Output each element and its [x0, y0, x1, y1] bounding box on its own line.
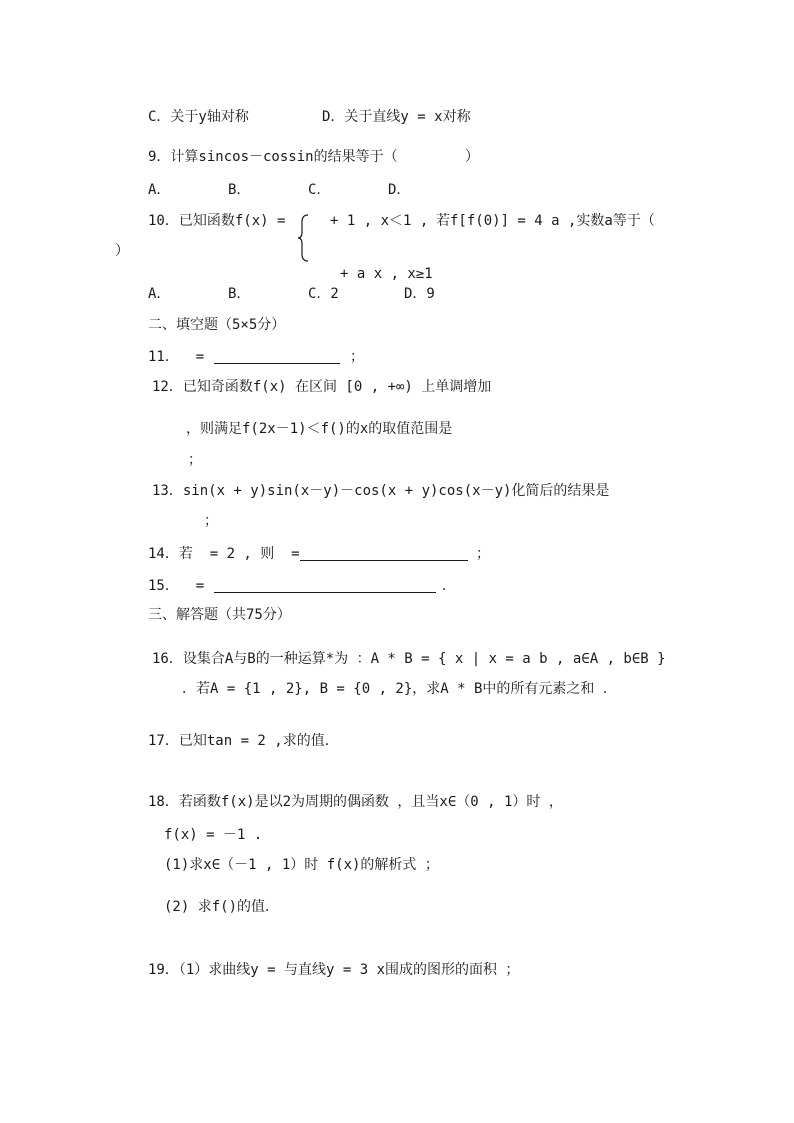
q13-line-1: 13．sin(x + y)sin(x－y)－cos(x + y)cos(x－y)化简后的结果是 — [152, 483, 610, 499]
q14-answer-blank — [300, 546, 468, 561]
q15-label: 15． = — [148, 578, 205, 594]
q16-line-1: 16．设集合A与B的一种运算*为 ：A * B = { x | x = a b , a∈A , b∈B } — [152, 651, 666, 667]
q9-option-b: B． — [228, 182, 251, 198]
q9-stem: 9．计算sincos－cossin的结果等于（ ） — [148, 149, 480, 165]
q10-stem: 10．已知函数f(x) = — [148, 213, 286, 229]
q10-condition: 若f[f(0)] = 4 a ,实数a等于（ — [436, 213, 655, 229]
piecewise-brace-icon — [298, 214, 310, 262]
q18-line-1: 18．若函数f(x)是以2为周期的偶函数 ，且当x∈（0 , 1）时 ， — [148, 794, 563, 810]
q10-close-paren: ） — [115, 243, 129, 259]
q14-label: 14．若 = 2 , 则 = — [148, 546, 300, 562]
q10-option-d: D．9 — [404, 286, 435, 302]
q11-answer-blank — [214, 349, 340, 364]
q15-answer-blank — [214, 578, 436, 593]
q15-end: ． — [442, 578, 456, 594]
q10-option-b: B． — [228, 286, 251, 302]
q11-end: ； — [350, 349, 364, 365]
q9-option-a: A． — [148, 182, 171, 198]
q19-part-1: 19．（1）求曲线y = 与直线y = 3 x围成的图形的面积 ； — [148, 962, 520, 978]
q10-piece-1: + 1 , x＜1 , — [330, 213, 429, 229]
q18-part-1: (1)求x∈（－1 , 1）时 f(x)的解析式 ； — [164, 857, 439, 873]
q17-text: 17．已知tan = 2 ,求的值． — [148, 733, 339, 749]
q12-line-2: ，则满足f(2x－1)＜f()的x的取值范围是 — [186, 421, 453, 437]
q12-line-1: 12．已知奇函数f(x) 在区间 [0 , +∞) 上单调增加 — [152, 379, 492, 395]
q12-line-3: ； — [188, 452, 202, 468]
q14-end: ； — [476, 546, 490, 562]
q18-line-2: f(x) = －1 . — [164, 827, 263, 843]
section-heading-solutions: 三、解答题（共75分） — [148, 607, 291, 623]
q8-option-d: D．关于直线y = x对称 — [322, 109, 471, 125]
q10-option-c: C．2 — [308, 286, 339, 302]
section-heading-fill-in: 二、填空题（5×5分） — [148, 317, 286, 333]
q13-line-2: ； — [204, 513, 218, 529]
q10-piece-2: + a x , x≥1 — [340, 266, 433, 282]
q11-label: 11． = — [148, 349, 205, 365]
q18-part-2: (2) 求f()的值． — [164, 899, 280, 915]
q10-option-a: A． — [148, 286, 171, 302]
q9-option-d: D． — [388, 182, 411, 198]
q9-option-c: C． — [308, 182, 331, 198]
q16-line-2: ．若A = {1 , 2}, B = {0 , 2}，求A * B中的所有元素之和 ． — [182, 681, 617, 697]
q8-option-c: C．关于y轴对称 — [148, 109, 249, 125]
